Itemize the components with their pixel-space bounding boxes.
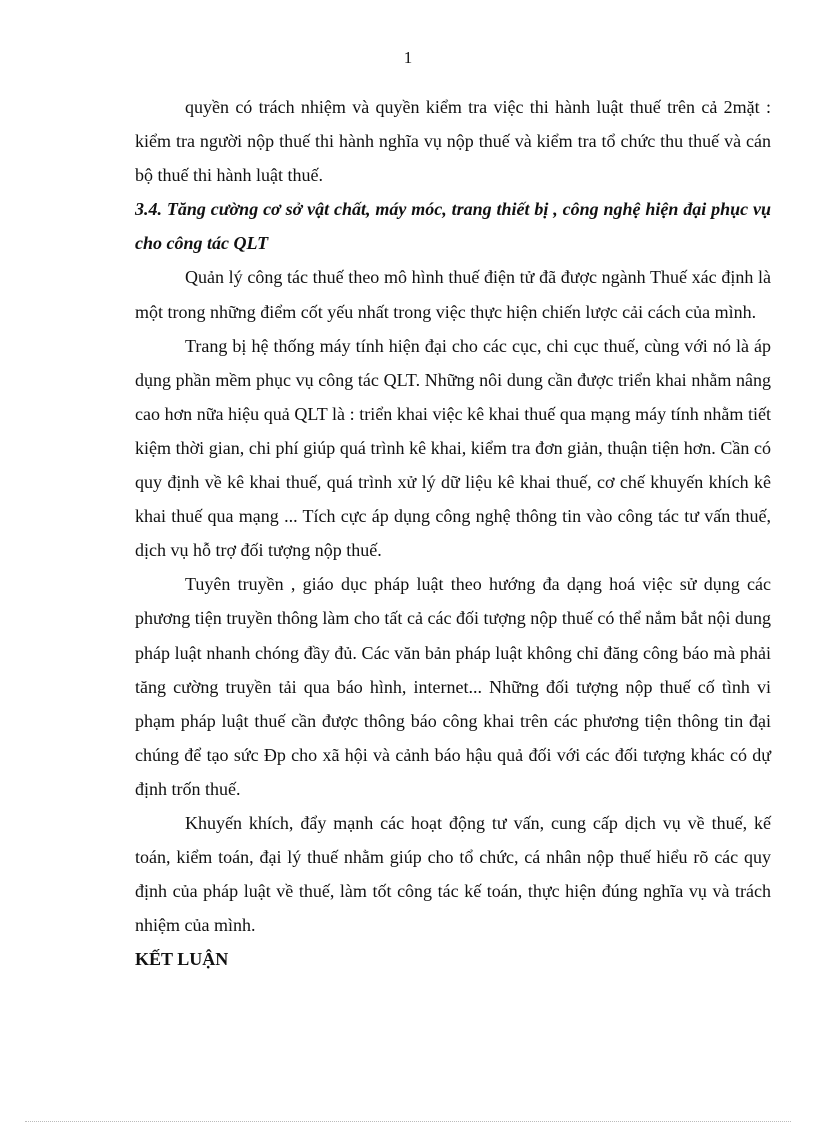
paragraph: Trang bị hệ thống máy tính hiện đại cho các cục, chi cục thuế, cùng với nó là áp dụng phần mềm phục vụ công tác QLT. Những nôi dung cần được triển khai nhằm nâng cao hơn nữa hiệu quả QLT là : triển khai việc kê khai thuế qua mạng máy tính nhằm tiết kiệm thời gian, chi phí giúp quá trình kê khai, kiểm tra đơn giản, thuận tiện hơn. Cần có quy định về kê khai thuế, quá trình xử lý dữ liệu kê khai thuế, cơ chế khuyến khích kê khai thuế qua mạng ... Tích cực áp dụng công nghệ thông tin vào công tác tư vấn thuế, dịch vụ hỗ trợ đối tượng nộp thuế. bbox=[135, 335, 771, 561]
paragraph: Tuyên truyền , giáo dục pháp luật theo hướng đa dạng hoá việc sử dụng các phương tiện truyền thông làm cho tất cả các đối tượng nộp thuế có thể nắm bắt nội dung pháp luật nhanh chóng đầy đủ. Các văn bản pháp luật không chỉ đăng công báo mà phải tăng cường truyền tải qua báo hình, internet... Những đối tượng nộp thuế cố tình vi phạm pháp luật thuế cần được thông báo công khai trên các phương tiện thông tin đại chúng để tạo sức Ðp cho xã hội và cảnh báo hậu quả đối với các đối tượng khác có dự định trốn thuế. bbox=[135, 574, 771, 799]
conclusion-heading: KẾT LUẬN bbox=[135, 949, 229, 970]
paragraph: Quản lý công tác thuế theo mô hình thuế điện tử đã được ngành Thuế xác định là một trong những điểm cốt yếu nhất trong việc thực hiện chiến lược cải cách của mình. bbox=[135, 267, 771, 322]
section-heading: 3.4. Tăng cường cơ sở vật chất, máy móc, trang thiết bị , công nghệ hiện đại phục vụ cho công tác QLT bbox=[135, 199, 771, 254]
paragraph: quyền có trách nhiệm và quyền kiểm tra việc thi hành luật thuế trên cả 2mặt : kiểm tra người nộp thuế thi hành nghĩa vụ nộp thuế và kiểm tra tổ chức thu thuế và cán bộ thuế thi hành luật thuế. bbox=[135, 97, 771, 186]
page-number: 1 bbox=[403, 48, 413, 67]
paragraph: Khuyến khích, đẩy mạnh các hoạt động tư vấn, cung cấp dịch vụ về thuế, kế toán, kiểm toán, đại lý thuế nhằm giúp cho tổ chức, cá nhân nộp thuế hiểu rõ các quy định của pháp luật về thuế, làm tốt công tác kế toán, thực hiện đúng nghĩa vụ và trách nhiệm của mình. bbox=[135, 812, 771, 936]
page-bottom-divider bbox=[25, 1121, 791, 1122]
document-body bbox=[135, 90, 771, 976]
